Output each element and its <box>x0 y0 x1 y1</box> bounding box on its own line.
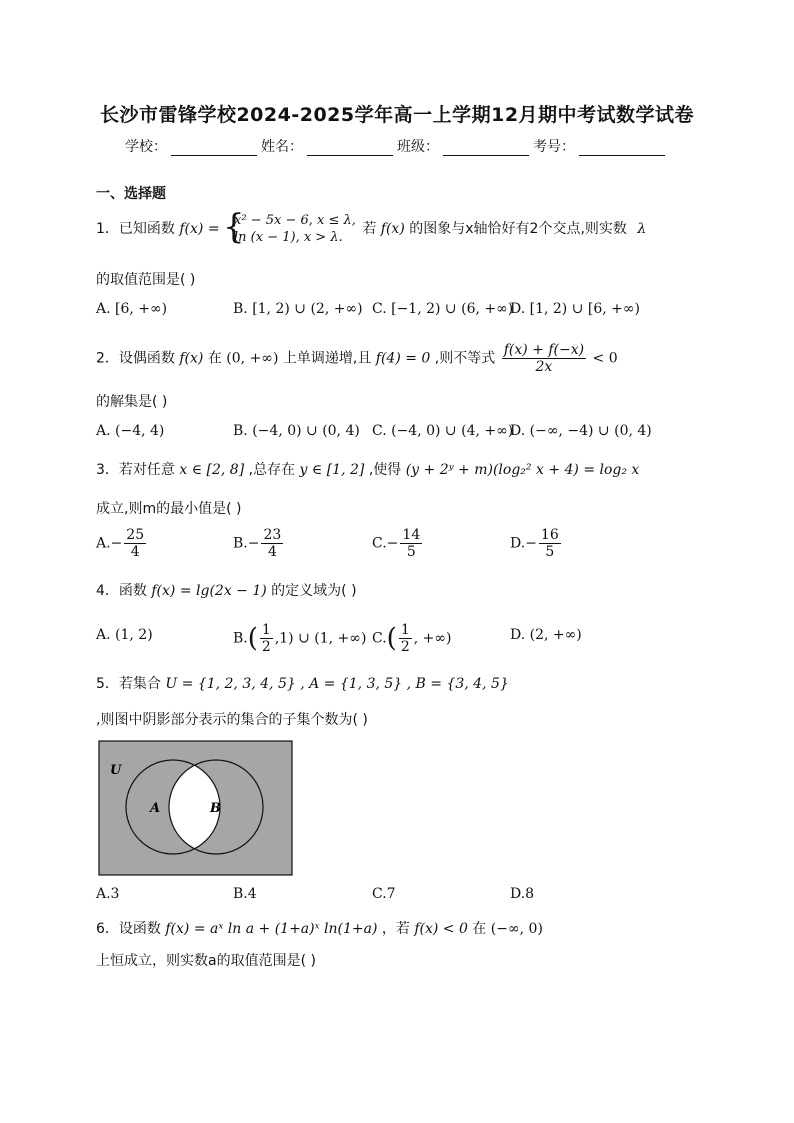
q3-option-b-num: 23 <box>263 527 282 543</box>
q4-lead: 4．函数 <box>96 583 147 599</box>
class-label: 班级： <box>397 139 439 155</box>
q2-ineq: < 0 <box>592 350 618 367</box>
q6-mid2: 在 <box>472 921 487 937</box>
q3-option-a-den: 4 <box>130 544 140 560</box>
q2-option-c[interactable]: C. (−4, 0) ∪ (4, +∞) <box>372 423 514 439</box>
q2-numerator: f(x) + f(−x) <box>503 342 585 358</box>
q4-option-c-tail: , +∞) <box>413 630 452 647</box>
q4-stem <box>96 580 357 600</box>
q2-mid3: ,则不等式 <box>434 350 496 367</box>
q5-option-a[interactable]: A.3 <box>96 886 120 902</box>
q2-stem <box>96 342 618 375</box>
q4-option-b-label: B. <box>233 630 248 647</box>
q5-line2: ,则图中阴影部分表示的集合的子集个数为( ) <box>96 712 368 728</box>
q2-line2: 的解集是( ) <box>96 394 168 410</box>
q6-stem <box>96 918 543 938</box>
q2-cond: f(4) = 0 <box>375 350 431 367</box>
q4-tail: 的定义域为( ) <box>271 583 357 599</box>
q2-lead: 2．设偶函数 <box>96 350 175 367</box>
q4-option-b[interactable]: B.( $\frac{1}{2}$ ,1) ∪ (1, +∞) <box>233 622 367 655</box>
q3-option-c-sign: − <box>386 535 399 552</box>
q3-option-c-num: 14 <box>402 527 421 543</box>
q4-expr: f(x) = lg(2x − 1) <box>151 583 267 599</box>
q3-option-b-label: B. <box>233 535 248 552</box>
q2-mid2: 上单调递增,且 <box>282 350 372 367</box>
q3-option-b-sign: − <box>247 535 260 552</box>
q3-option-d-den: 5 <box>545 544 555 560</box>
q4-option-c-num: 1 <box>400 622 410 638</box>
q6-line2: 上恒成立，则实数a的取值范围是( ) <box>96 953 316 969</box>
q3-xset: x ∈ [2, 8] <box>179 462 245 478</box>
q1-line2: 的取值范围是( ) <box>96 272 196 288</box>
q3-option-d-label: D. <box>510 535 526 552</box>
q3-option-a-sign: − <box>110 535 123 552</box>
number-label: 考号： <box>533 139 575 155</box>
q5-lead: 5．若集合 <box>96 676 161 692</box>
q5-option-b[interactable]: B.4 <box>233 886 257 902</box>
section-title: 一、选择题 <box>96 186 166 202</box>
q1-lambda: λ <box>637 221 647 237</box>
q2-interval: (0, +∞) <box>226 350 279 367</box>
class-blank[interactable] <box>443 141 529 156</box>
q1-fx2: f(x) <box>380 221 405 237</box>
q1-option-c[interactable]: C. [−1, 2) ∪ (6, +∞) <box>372 301 514 317</box>
q2-mid1: 在 <box>207 350 222 367</box>
q3-option-a[interactable] <box>96 527 148 560</box>
q3-mid1: ,总存在 <box>248 462 296 478</box>
q3-option-c-den: 5 <box>406 544 416 560</box>
q3-lead: 3．若对任意 <box>96 462 175 478</box>
q1-brace: { <box>223 207 245 247</box>
q6-lead: 6．设函数 <box>96 921 161 937</box>
q4-option-b-tail: ,1) ∪ (1, +∞) <box>274 630 367 647</box>
q2-option-b[interactable]: B. (−4, 0) ∪ (0, 4) <box>233 423 360 439</box>
q3-option-d-num: 16 <box>540 527 559 543</box>
q4-option-b-den: 2 <box>261 639 271 655</box>
school-label: 学校： <box>125 139 167 155</box>
q1-fx: f(x) = <box>179 221 220 237</box>
q4-option-c[interactable]: C.( $\frac{1}{2}$ , +∞) <box>372 622 452 655</box>
name-blank[interactable] <box>307 141 393 156</box>
venn-label-u: U <box>110 763 122 778</box>
q3-option-b[interactable] <box>233 527 285 560</box>
q3-equation: (y + 2ʸ + m)(log₂² x + 4) = log₂ x <box>405 462 640 478</box>
q1-option-d[interactable]: D. [1, 2) ∪ [6, +∞) <box>510 301 641 317</box>
q3-option-a-label: A. <box>96 535 111 552</box>
q4-option-c-den: 2 <box>400 639 410 655</box>
q4-option-d[interactable]: D. (2, +∞) <box>510 627 582 643</box>
q5-option-d[interactable]: D.8 <box>510 886 535 902</box>
q3-stem <box>96 459 639 479</box>
q4-option-a[interactable]: A. (1, 2) <box>96 627 153 643</box>
q6-mid: ，若 <box>381 921 410 937</box>
q3-option-d[interactable] <box>510 527 563 560</box>
q6-expr: f(x) = aˣ ln a + (1+a)ˣ ln(1+a) <box>165 921 378 937</box>
q2-option-a[interactable]: A. (−4, 4) <box>96 423 165 439</box>
q1-stem <box>96 207 647 247</box>
q2-denominator: 2x <box>535 359 553 375</box>
q3-option-a-num: 25 <box>126 527 145 543</box>
q6-cond: f(x) < 0 <box>414 921 468 937</box>
q2-fx: f(x) <box>179 350 204 367</box>
school-blank[interactable] <box>171 141 257 156</box>
page-title: 长沙市雷锋学校2024-2025学年高一上学期12月期中考试数学试卷 <box>99 104 695 126</box>
q3-option-c[interactable] <box>372 527 424 560</box>
q4-option-b-num: 1 <box>261 622 271 638</box>
q4-option-c-label: C. <box>372 630 387 647</box>
q5-sets: U = {1, 2, 3, 4, 5} , A = {1, 3, 5} , B = {3, 4, 5} <box>165 676 509 692</box>
q3-line2: 成立,则m的最小值是( ) <box>96 501 242 517</box>
q2-option-d[interactable]: D. (−∞, −4) ∪ (0, 4) <box>510 423 652 439</box>
q1-option-a[interactable]: A. [6, +∞) <box>96 301 168 317</box>
q5-stem <box>96 673 509 693</box>
q3-mid2: ,使得 <box>368 462 402 478</box>
q1-option-b[interactable]: B. [1, 2) ∪ (2, +∞) <box>233 301 363 317</box>
q5-option-c[interactable]: C.7 <box>372 886 396 902</box>
q1-mid: 若 <box>362 221 377 237</box>
q2-fraction <box>502 342 586 375</box>
venn-diagram <box>98 740 294 878</box>
name-label: 姓名： <box>261 139 303 155</box>
student-info-row <box>125 136 669 156</box>
q1-case2: ln (x − 1), x > λ. <box>234 230 343 245</box>
q3-option-d-sign: − <box>525 535 537 552</box>
q1-case1: x² − 5x − 6, x ≤ λ, <box>234 213 356 228</box>
q6-interval: (−∞, 0) <box>490 921 543 937</box>
q1-lead: 1．已知函数 <box>96 221 175 237</box>
q1-tail: 的图象与x轴恰好有2个交点,则实数 <box>409 221 627 237</box>
q3-option-b-den: 4 <box>267 544 277 560</box>
venn-label-b: B <box>210 801 221 816</box>
venn-label-a: A <box>150 801 161 816</box>
number-blank[interactable] <box>579 141 665 156</box>
q3-option-c-label: C. <box>372 535 387 552</box>
q1-piecewise <box>223 207 356 247</box>
q3-yset: y ∈ [1, 2] <box>299 462 365 478</box>
